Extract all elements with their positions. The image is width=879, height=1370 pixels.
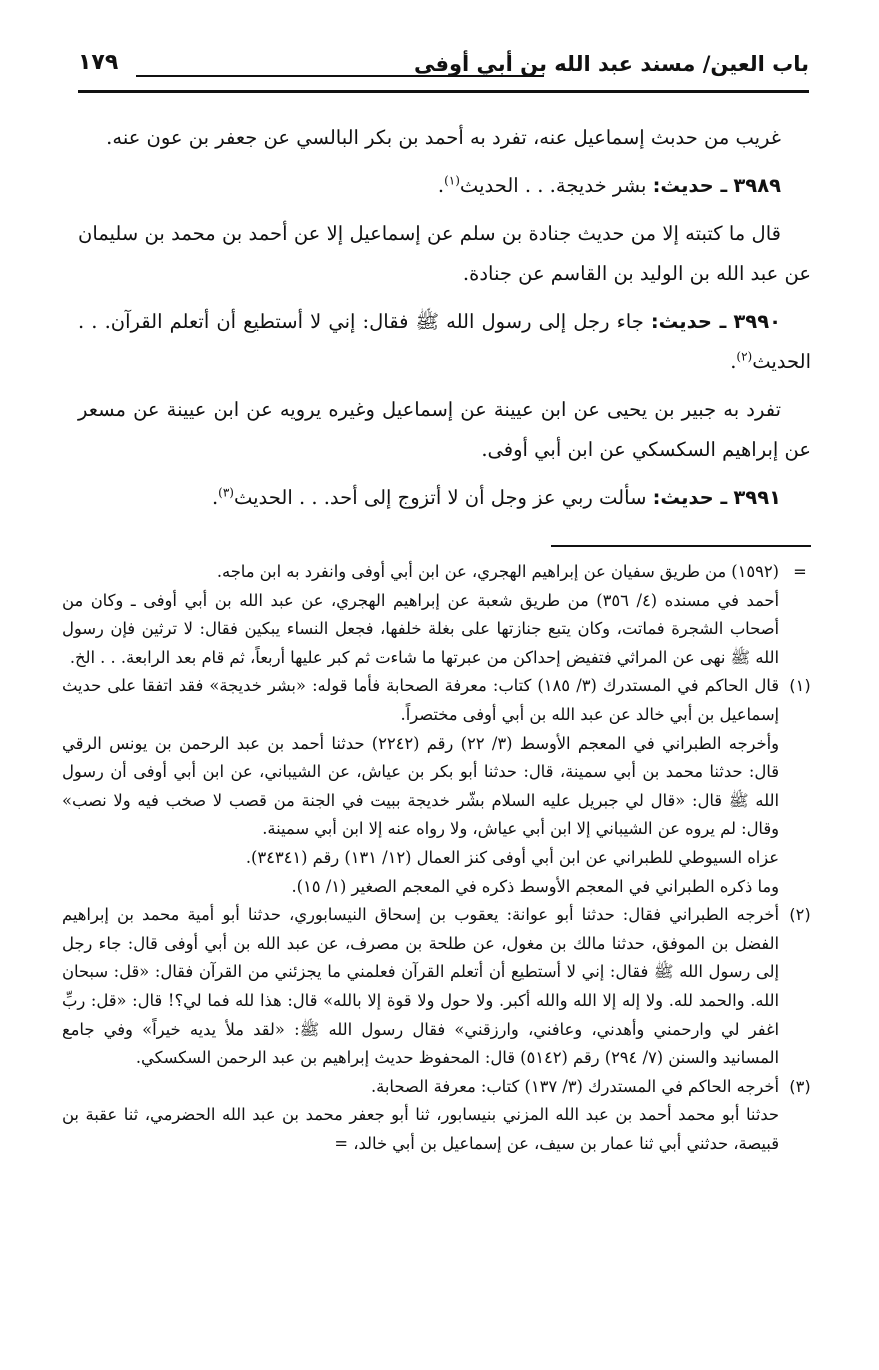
hadith-label: حديث:	[650, 310, 712, 333]
paragraph: غريب من حدبث إسماعيل عنه، تفرد به أحمد بن بكر البالسي عن جعفر بن عون عنه.	[106, 126, 781, 149]
chapter-title: باب العين/ مسند عبد الله بن أبي أوفى	[413, 52, 809, 76]
footnote-number: (١)	[789, 676, 811, 696]
footnote-line: أخرجه الحاكم في المستدرك (٣/ ١٣٧) كتاب: معرفة الصحابة.	[370, 1076, 779, 1096]
header-rule	[78, 90, 809, 93]
footnote	[62, 1073, 817, 1159]
page-number: ١٧٩	[78, 50, 119, 75]
footnote-separator	[551, 545, 811, 547]
hadith-text: سألت ربي عز وجل أن لا أتزوج إلى أحد. . . الحديث	[233, 486, 647, 509]
hadith-text: جاء رجل إلى رسول الله ﷺ فقال: إني لا أستطيع أن أتعلم القرآن. . . الحديث	[78, 310, 811, 373]
footnote-number: (٣)	[789, 1076, 811, 1096]
hadith-number: ٣٩٩١	[733, 486, 781, 509]
footnote-line: حدثنا أبو محمد أحمد بن عبد الله المزني بنيسابور، ثنا أبو جعفر محمد بن عبد الله الحضرمي، ثنا عقبة بن قبيصة، حدثني أبي ثنا عمار بن سيف، عن إسماعيل بن أبي خالد، =	[62, 1105, 779, 1153]
main-text	[78, 118, 811, 526]
footnote-ref: (١)	[444, 173, 460, 188]
hadith-entry: ٣٩٩١ ـ حديث: سألت ربي عز وجل أن لا أتزوج إلى أحد. . . الحديث$^{(٣)}$.	[211, 485, 781, 509]
footnote-line: وأخرجه الطبراني في المعجم الأوسط (٣/ ٢٢) رقم (٢٢٤٢) حدثنا أحمد بن عبد الرحمن بن يونس الرقي قال: حدثنا محمد بن أبي سمينة، قال: حدثنا أبو بكر بن عياش، عن الشيباني، عن ابن أبي أوفى أن رسول الله ﷺ قال: «قال لي جبريل عليه السلام بشّر خديجة ببيت في الجنة من قصب لا صخب فيه ولا نصب» وقال: لم يروه عن الشيباني إلا ابن أبي عياش، ولا رواه عنه إلا ابن أبي سمينة.	[62, 733, 779, 839]
footnote	[62, 901, 817, 1073]
footnote-line: عزاه السيوطي للطبراني عن ابن أبي أوفى كنز العمال (١٢/ ١٣١) رقم (٣٤٣٤١).	[245, 847, 779, 867]
hadith-label: حديث:	[652, 174, 714, 197]
hadith-text: بشر خديجة. . . الحديث	[459, 174, 647, 197]
footnote-ref: (٣)	[218, 485, 234, 500]
footnote-line: أخرجه الطبراني فقال: حدثنا أبو عوانة: يعقوب بن إسحاق النيسابوري، حدثنا أبو أمية محمد بن إبراهيم الفضل بن الموفق، حدثنا مالك بن مغول، عن طلحة بن مصرف، عن عبد الله بن أبي أوفى قال: جاء رجل إلى رسول الله ﷺ فقال: إني لا أستطيع أن أتعلم القرآن فعلمني ما يجزئني من القرآن فقال: «قل: سبحان الله. والحمد لله. ولا إله إلا الله والله أكبر. ولا حول ولا قوة إلا بالله» قال: هذا لله فما لي؟! قال: «قل: ربِّ اغفر لي وارحمني وأهدني، وعافني، وارزقني» فقال رسول الله ﷺ: «لقد ملأ يديه خيراً» وفي جامع المسانيد والسنن (٧/ ٢٩٤) رقم (٥١٤٢) قال: المحفوظ حديث إبراهيم بن عبد الرحمن السكسكي.	[62, 905, 779, 1068]
footnote-line: (١٥٩٢) من طريق سفيان عن إبراهيم الهجري، عن ابن أبي أوفى وانفرد به ابن ماجه.	[216, 562, 779, 581]
footnotes	[62, 558, 817, 1158]
footnote	[62, 672, 817, 901]
footnote-number: (٢)	[789, 905, 811, 925]
footnote-line: وما ذكره الطبراني في المعجم الأوسط ذكره في المعجم الصغير (١/ ١٥).	[291, 876, 779, 896]
footnote-number: =	[793, 562, 807, 581]
footnote-ref: (٢)	[736, 349, 753, 364]
header-leader-rule	[136, 75, 544, 77]
continuation-mark: =	[334, 1133, 349, 1153]
hadith-number: ٣٩٩٠	[733, 310, 781, 333]
paragraph: تفرد به جبير بن يحيى عن ابن عيينة عن إسماعيل وغيره يرويه عن ابن عيينة عن مسعر عن إبراهيم السكسكي عن ابن أبي أوفى.	[78, 398, 811, 461]
paragraph: قال ما كتبته إلا من حديث جنادة بن سلم عن إسماعيل إلا عن أحمد بن محمد بن سليمان عن عبد الله بن الوليد بن القاسم عن جنادة.	[78, 222, 811, 285]
hadith-label: حديث:	[652, 486, 714, 509]
footnote-line: أحمد في مسنده (٤/ ٣٥٦) من طريق شعبة عن إبراهيم الهجري، عن عبد الله بن أبي أوفى ـ وكان من أصحاب الشجرة فماتت، وكان يتبع جنازتها على بغلة خلفها، فجعل النساء يبكين فقال: لا ترثين فإن رسول الله ﷺ نهى عن المراثي فتفيض إحداكن من عبرتها ما شاءت ثم كبر عليها أربعاً، ثم قام بعد الرابعة. . . الخ.	[62, 590, 779, 667]
footnote	[62, 558, 817, 672]
running-header	[78, 44, 809, 88]
hadith-entry: ٣٩٨٩ ـ حديث: بشر خديجة. . . الحديث$^{(١)}$.	[437, 173, 781, 197]
hadith-number: ٣٩٨٩	[733, 174, 781, 197]
footnote-line: قال الحاكم في المستدرك (٣/ ١٨٥) كتاب: معرفة الصحابة فأما قوله: «بشر خديجة» فقد اتفقا على حديث إسماعيل بن أبي خالد عن عبد الله بن أبي أوفى مختصراً.	[62, 676, 779, 724]
hadith-entry: ٣٩٩٠ ـ حديث: جاء رجل إلى رسول الله ﷺ فقال: إني لا أستطيع أن أتعلم القرآن. . . الحديث$^{(٢)}$.	[78, 310, 811, 373]
